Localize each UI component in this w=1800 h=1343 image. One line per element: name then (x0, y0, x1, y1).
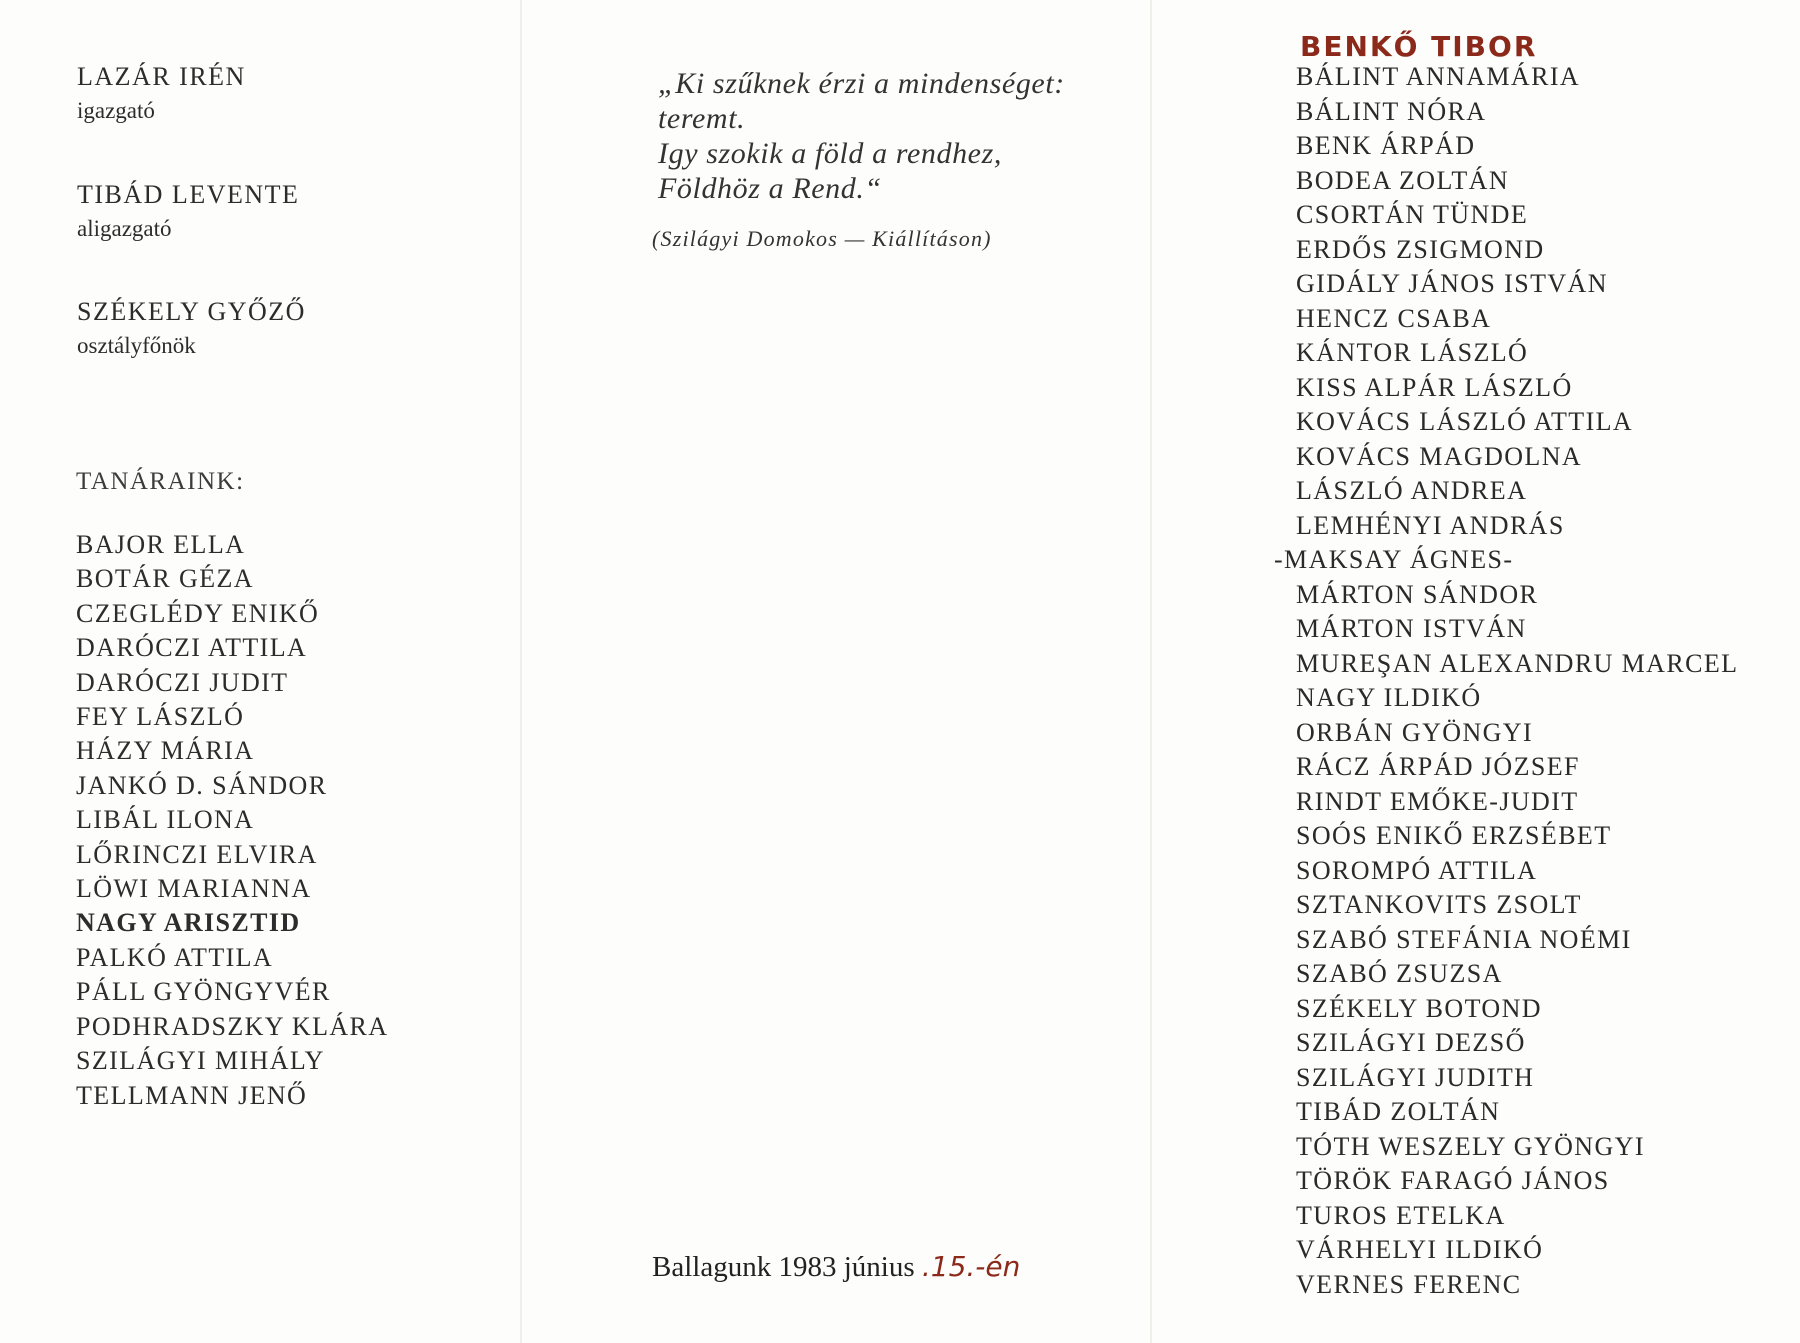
student-name: -MAKSAY ÁGNES- (1274, 545, 1514, 574)
student-name: BENK ÁRPÁD (1296, 131, 1476, 160)
student-name: TIBÁD ZOLTÁN (1296, 1097, 1501, 1126)
staff-role: osztályfőnök (77, 333, 196, 358)
student-name: SZILÁGYI JUDITH (1296, 1062, 1535, 1092)
teacher-name: CZEGLÉDY ENIKŐ (76, 598, 320, 628)
student-name: SOÓS ENIKŐ ERZSÉBET (1296, 821, 1612, 850)
teacher-name: LŐRINCZI ELVIRA (76, 839, 318, 869)
teacher-name: TELLMANN JENŐ (76, 1080, 308, 1110)
graduation-date-handwritten: .15.-én (921, 1250, 1021, 1283)
student-name: LÁSZLÓ ANDREA (1296, 476, 1528, 505)
student-name: KISS ALPÁR LÁSZLÓ (1296, 372, 1573, 402)
teacher-name: DARÓCZI JUDIT (76, 667, 289, 697)
staff-name: TIBÁD LEVENTE (77, 180, 300, 209)
teacher-name: HÁZY MÁRIA (76, 736, 255, 766)
student-name: SZTANKOVITS ZSOLT (1296, 890, 1582, 919)
student-name: MÁRTON ISTVÁN (1296, 614, 1527, 643)
fold-line-left (520, 0, 522, 1343)
student-name: TUROS ETELKA (1296, 1200, 1506, 1230)
teachers-list (76, 528, 388, 1113)
student-name: RÁCZ ÁRPÁD JÓZSEF (1296, 752, 1580, 781)
student-name: MÁRTON SÁNDOR (1296, 579, 1539, 609)
quote-source: (Szilágyi Domokos — Kiállításon) (652, 226, 992, 251)
teacher-name: LÖWI MARIANNA (76, 874, 312, 904)
handwritten-student-name: BENKŐ TIBOR (1300, 30, 1538, 63)
quote-line: teremt. (658, 102, 746, 135)
teacher-name: BOTÁR GÉZA (76, 564, 254, 594)
teacher-name: DARÓCZI ATTILA (76, 633, 308, 663)
student-name: SOROMPÓ ATTILA (1296, 855, 1538, 885)
student-name: SZÉKELY BOTOND (1296, 993, 1542, 1023)
teacher-name: PODHRADSZKY KLÁRA (76, 1011, 389, 1041)
teacher-name: SZILÁGYI MIHÁLY (76, 1046, 325, 1076)
teacher-name: FEY LÁSZLÓ (76, 702, 245, 732)
student-name: TÖRÖK FARAGÓ JÁNOS (1296, 1166, 1610, 1195)
staff-deputy-director (77, 180, 299, 242)
student-name: KÁNTOR LÁSZLÓ (1296, 338, 1529, 367)
staff-class-teacher (77, 297, 306, 359)
student-name: LEMHÉNYI ANDRÁS (1296, 510, 1565, 540)
staff-director (77, 62, 246, 124)
quote-line: Igy szokik a föld a rendhez, (658, 137, 1002, 170)
student-name: KOVÁCS LÁSZLÓ ATTILA (1296, 407, 1634, 436)
student-name: KOVÁCS MAGDOLNA (1296, 441, 1583, 471)
teacher-name: JANKÓ D. SÁNDOR (76, 770, 328, 800)
student-name: GIDÁLY JÁNOS ISTVÁN (1296, 269, 1608, 298)
student-name: SZABÓ ZSUZSA (1296, 959, 1503, 988)
student-name: SZILÁGYI DEZSŐ (1296, 1028, 1526, 1057)
teacher-name: NAGY ARISZTID (76, 908, 301, 938)
staff-name: LAZÁR IRÉN (77, 62, 246, 91)
quote-line: „Ki szűknek érzi a mindenséget: (658, 67, 1065, 100)
student-name: SZABÓ STEFÁNIA NOÉMI (1296, 924, 1632, 954)
fold-line-right (1150, 0, 1152, 1343)
quote-line: Földhöz a Rend.“ (658, 172, 882, 205)
staff-role: aligazgató (77, 216, 172, 241)
student-name: BÁLINT ANNAMÁRIA (1296, 62, 1581, 91)
staff-role: igazgató (77, 98, 155, 123)
student-name: VÁRHELYI ILDIKÓ (1296, 1235, 1544, 1264)
student-name: CSORTÁN TÜNDE (1296, 200, 1529, 229)
poem-quote (658, 66, 1065, 206)
students-list (1274, 60, 1739, 1302)
student-name: ORBÁN GYÖNGYI (1296, 717, 1534, 747)
graduation-date-line (652, 1250, 1020, 1284)
student-name: VERNES FERENC (1296, 1269, 1522, 1299)
student-name: BÁLINT NÓRA (1296, 96, 1487, 126)
student-name: MUREŞAN ALEXANDRU MARCEL (1296, 648, 1739, 678)
teacher-name: PÁLL GYÖNGYVÉR (76, 977, 331, 1007)
student-name: ERDŐS ZSIGMOND (1296, 234, 1545, 264)
teacher-name: LIBÁL ILONA (76, 805, 255, 835)
teacher-name: PALKÓ ATTILA (76, 942, 274, 972)
graduation-date-printed: Ballagunk 1983 június (652, 1251, 915, 1283)
staff-name: SZÉKELY GYŐZŐ (77, 297, 306, 326)
student-name: BODEA ZOLTÁN (1296, 165, 1510, 195)
teachers-heading: TANÁRAINK: (76, 468, 245, 495)
student-name: NAGY ILDIKÓ (1296, 683, 1482, 712)
teacher-name: BAJOR ELLA (76, 530, 246, 559)
student-name: HENCZ CSABA (1296, 303, 1492, 333)
student-name: RINDT EMŐKE-JUDIT (1296, 786, 1579, 816)
student-name: TÓTH WESZELY GYÖNGYI (1296, 1131, 1645, 1161)
